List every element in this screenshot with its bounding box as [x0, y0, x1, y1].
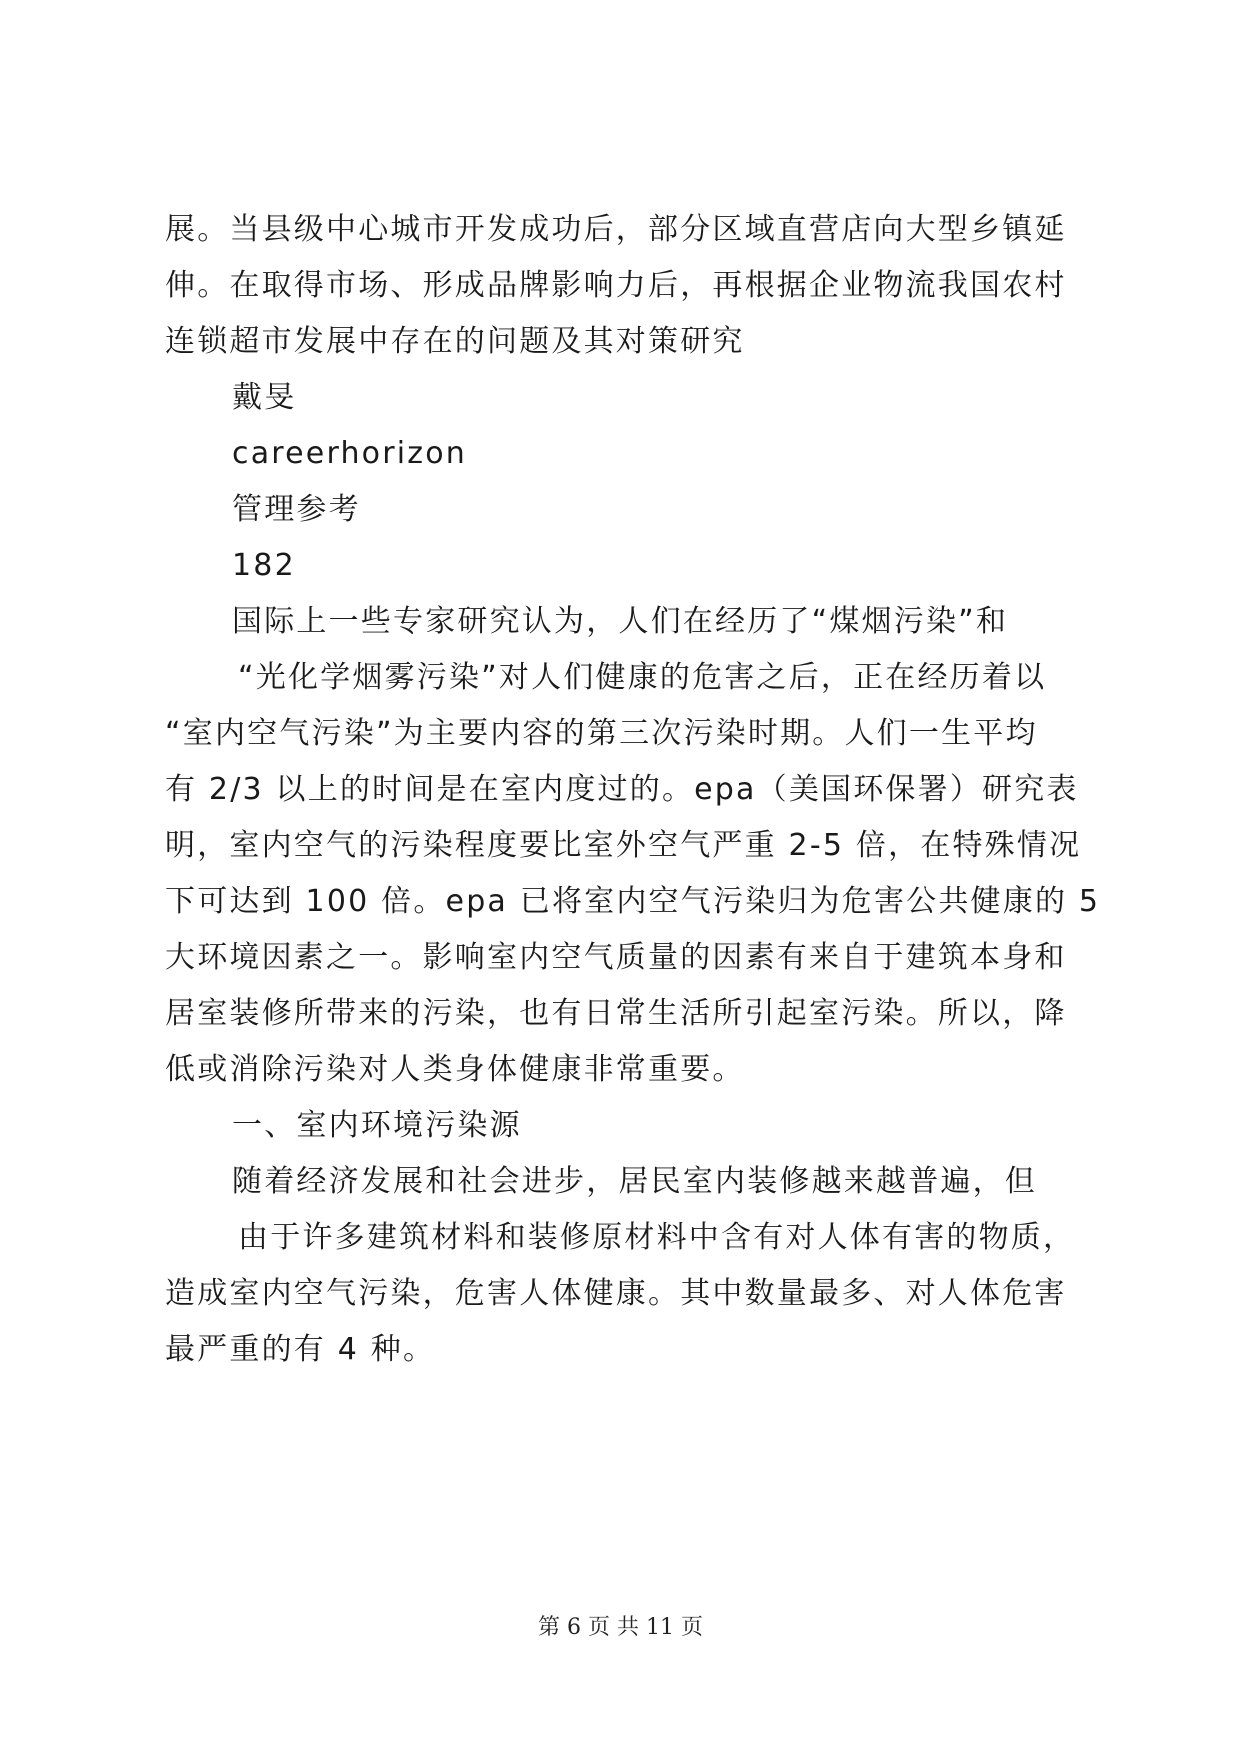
text-line: 明，室内空气的污染程度要比室外空气严重 2-5 倍，在特殊情况 — [165, 828, 1082, 863]
text-line: 居室装修所带来的污染，也有日常生活所引起室污染。所以，降 — [165, 996, 1067, 1031]
text-line: 造成室内空气污染，危害人体健康。其中数量最多、对人体危害 — [165, 1276, 1067, 1311]
text-line: 下可达到 100 倍。epa 已将室内空气污染归为危害公共健康的 5 — [165, 884, 1101, 919]
text-line: 低或消除污染对人类身体健康非常重要。 — [165, 1052, 745, 1087]
text-line: 伸。在取得市场、形成品牌影响力后，再根据企业物流我国农村 — [165, 268, 1067, 303]
page-reference: 182 — [232, 548, 296, 583]
section-heading: 一、室内环境污染源 — [232, 1108, 522, 1143]
source-name: careerhorizon — [232, 436, 468, 471]
text-line: 有 2/3 以上的时间是在室内度过的。epa（美国环保署）研究表 — [165, 772, 1079, 807]
text-line: 最严重的有 4 种。 — [165, 1332, 436, 1367]
text-line: 连锁超市发展中存在的问题及其对策研究 — [165, 324, 745, 359]
text-line: 随着经济发展和社会进步，居民室内装修越来越普遍，但 — [232, 1164, 1037, 1199]
text-line: “室内空气污染”为主要内容的第三次污染时期。人们一生平均 — [165, 716, 1038, 751]
publication-name: 管理参考 — [232, 492, 361, 527]
text-line: 由于许多建筑材料和装修原材料中含有对人体有害的物质， — [238, 1220, 1076, 1255]
text-line: 国际上一些专家研究认为，人们在经历了“煤烟污染”和 — [232, 604, 1009, 639]
text-line: “光化学烟雾污染”对人们健康的危害之后，正在经历着以 — [238, 660, 1047, 695]
author-name: 戴旻 — [232, 380, 297, 415]
page-number-footer: 第 6 页 共 11 页 — [538, 1615, 703, 1640]
text-line: 大环境因素之一。影响室内空气质量的因素有来自于建筑本身和 — [165, 940, 1067, 975]
text-line: 展。当县级中心城市开发成功后，部分区域直营店向大型乡镇延 — [165, 212, 1067, 247]
